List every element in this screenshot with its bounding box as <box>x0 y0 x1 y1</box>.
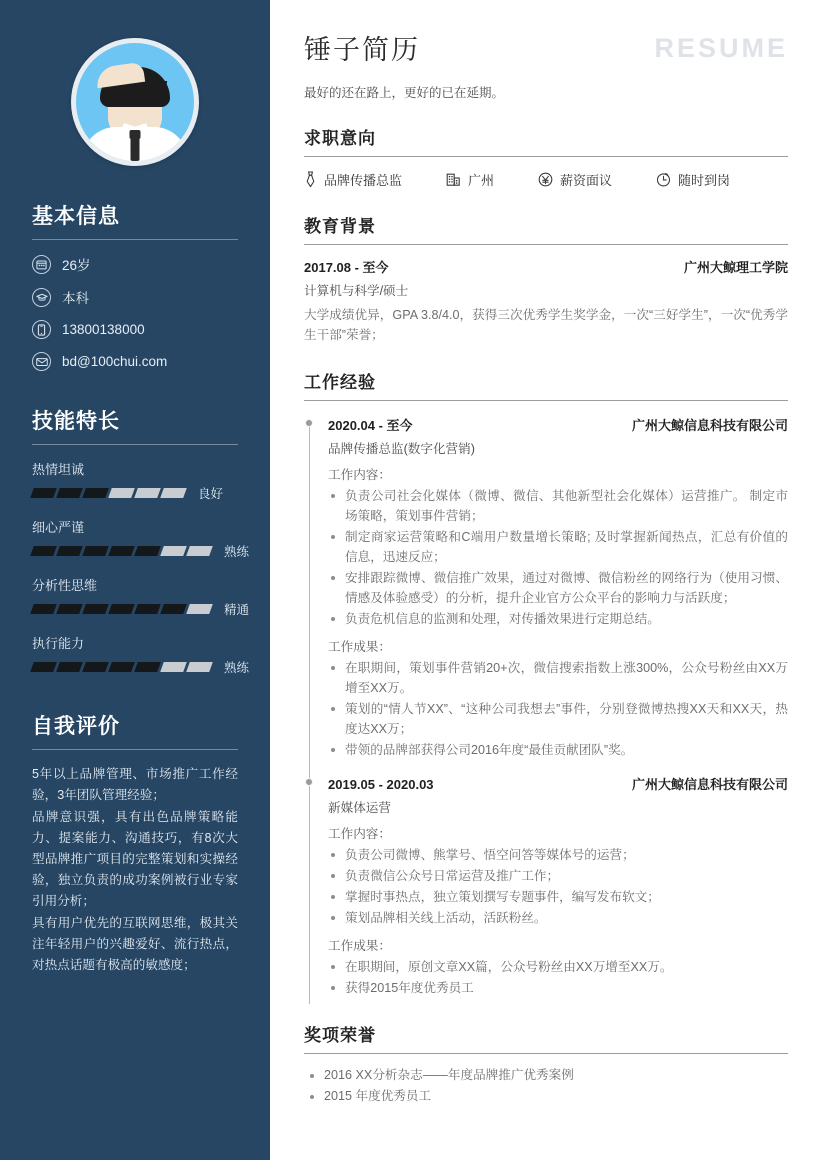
skill-meter-segment <box>82 662 109 672</box>
job-result-item: 带领的品牌部获得公司2016年度“最佳贡献团队”奖。 <box>328 740 788 760</box>
job-duty-item: 策划品牌相关线上活动，活跃粉丝。 <box>328 908 788 928</box>
job-duties-label: 工作内容： <box>328 468 391 482</box>
job-results-label: 工作成果： <box>328 640 391 654</box>
self-evaluation-paragraph: 5年以上品牌管理、市场推广工作经验，3年团队管理经验； <box>32 767 238 802</box>
job-duty-item: 安排跟踪微博、微信推广效果，通过对微博、微信粉丝的网络行为（使用习惯、情感及体验感受）的分析，提升企业官方公众平台的影响力与活跃度； <box>328 568 788 608</box>
job-duty-item: 掌握时事热点，独立策划撰写专题事件，编写发布软文； <box>328 887 788 907</box>
info-value-education: 本科 <box>62 291 89 306</box>
skill-name: 分析性思维 <box>32 578 98 593</box>
skill-level: 熟练 <box>224 661 250 675</box>
sidebar <box>0 0 270 1160</box>
self-evaluation-title: 自我评价 <box>32 715 120 738</box>
skill-meter-segment <box>30 488 57 498</box>
avatar-image <box>76 43 194 161</box>
skill-meter-segment <box>186 662 213 672</box>
work-experience-title: 工作经验 <box>304 373 376 392</box>
job-intention-city <box>446 170 494 189</box>
info-value-age: 26岁 <box>62 258 91 273</box>
job-period: 2020.04 - 至今 <box>328 418 413 433</box>
yen-circle-icon <box>538 172 553 187</box>
building-icon <box>446 172 461 187</box>
job-entry <box>328 774 788 998</box>
skill-meter-segment <box>134 546 161 556</box>
main-content <box>270 0 820 1160</box>
job-intention-salary <box>538 170 612 189</box>
education-entry <box>304 257 788 345</box>
job-duty-item-list <box>328 845 788 928</box>
envelope-icon <box>32 352 51 371</box>
job-intention-divider <box>304 156 788 157</box>
skill-meter-segment <box>108 546 135 556</box>
section-awards <box>304 1021 788 1107</box>
job-position: 品牌传播总监(数字化营销) <box>328 442 475 456</box>
skill-meter-row <box>32 542 250 560</box>
section-education <box>304 212 788 345</box>
self-evaluation-divider <box>32 749 238 750</box>
job-company: 广州大鲸信息科技有限公司 <box>631 777 788 792</box>
skill-meter <box>32 662 211 672</box>
skill-meter-segment <box>56 546 83 556</box>
phone-icon <box>32 320 51 339</box>
skill-meter-segment <box>108 604 135 614</box>
job-result-item: 在职期间，策划事件营销20+次，微信搜索指数上涨300%，公众号粉丝由XX万增至XX万。 <box>328 658 788 698</box>
job-entry <box>328 415 788 760</box>
job-result-item: 策划的“情人节XX”、“这种公司我想去”事件，分别登微博热搜XX天和XX天，热度达XX万； <box>328 699 788 739</box>
job-duty-item: 负责公司社会化媒体（微博、微信、其他新型社会化媒体）运营推广。 制定市场策略，策划事件营销； <box>328 486 788 526</box>
job-intention-title: 求职意向 <box>304 129 376 148</box>
job-results-label: 工作成果： <box>328 939 391 953</box>
job-result-item: 在职期间，原创文章XX篇，公众号粉丝由XX万增至XX万。 <box>328 957 788 977</box>
skill-meter <box>32 546 211 556</box>
job-duty-item: 负责微信公众号日常运营及推广工作； <box>328 866 788 886</box>
skill-name: 执行能力 <box>32 636 85 651</box>
info-value-phone: 13800138000 <box>62 322 145 337</box>
job-intention-position-value: 品牌传播总监 <box>324 173 403 188</box>
job-duties-label: 工作内容： <box>328 827 391 841</box>
skill-item <box>32 633 250 676</box>
info-value-email: bd@100chui.com <box>62 354 168 369</box>
job-result-item-list <box>328 957 788 998</box>
skill-meter-segment <box>160 488 187 498</box>
skill-meter-segment <box>134 604 161 614</box>
skill-meter-segment <box>30 662 57 672</box>
timeline-dot-icon <box>305 419 313 427</box>
necktie-icon <box>304 171 317 188</box>
job-list <box>328 415 788 998</box>
job-period: 2019.05 - 2020.03 <box>328 777 434 792</box>
skill-meter-segment <box>160 604 187 614</box>
timeline-line <box>309 422 310 1004</box>
skill-meter-row <box>32 484 238 502</box>
section-job-intention <box>304 124 788 189</box>
skill-meter-segment <box>160 546 187 556</box>
skill-meter <box>32 604 211 614</box>
skill-meter-row <box>32 658 250 676</box>
education-period: 2017.08 - 至今 <box>304 260 389 275</box>
awards-list <box>304 1065 788 1107</box>
graduation-cap-icon <box>32 288 51 307</box>
job-intention-position <box>304 170 402 189</box>
info-row-age <box>32 254 238 274</box>
work-timeline <box>304 415 788 998</box>
skill-meter-segment <box>30 546 57 556</box>
skill-meter-segment <box>56 662 83 672</box>
skills-divider <box>32 444 238 445</box>
job-duty-item: 负责公司微博、熊掌号、悟空问答等媒体号的运营； <box>328 845 788 865</box>
education-school: 广州大鲸理工学院 <box>683 260 788 275</box>
clock-icon <box>656 172 671 187</box>
skills-title: 技能特长 <box>32 410 120 433</box>
skill-item <box>32 575 250 618</box>
education-divider <box>304 244 788 245</box>
skills-list <box>32 459 250 676</box>
skill-name: 热情坦诚 <box>32 462 85 477</box>
avatar <box>71 38 199 166</box>
skill-item <box>32 459 238 502</box>
skill-level: 良好 <box>198 487 224 501</box>
skill-meter-segment <box>108 488 135 498</box>
job-intention-availability-value: 随时到岗 <box>678 173 731 188</box>
page-title: 锤子简历 <box>304 35 420 65</box>
award-item: 2016 XX分析杂志——年度品牌推广优秀案例 <box>304 1065 788 1086</box>
education-entry-header <box>304 257 788 276</box>
skill-meter-row <box>32 600 250 618</box>
info-row-education <box>32 287 238 307</box>
skill-meter-segment <box>134 662 161 672</box>
resume-watermark: RESUME <box>654 33 788 63</box>
job-intention-city-value: 广州 <box>468 173 495 188</box>
job-company: 广州大鲸信息科技有限公司 <box>631 418 788 433</box>
basic-info-title: 基本信息 <box>32 205 120 228</box>
header-tagline: 最好的还在路上，更好的已在延期。 <box>304 86 505 100</box>
skill-meter-segment <box>186 546 213 556</box>
job-result-item-list <box>328 658 788 760</box>
timeline-dot-icon <box>305 778 313 786</box>
job-duty-item: 负责危机信息的监测和处理，对传播效果进行定期总结。 <box>328 609 788 629</box>
skill-meter-segment <box>186 604 213 614</box>
award-item: 2015 年度优秀员工 <box>304 1086 788 1107</box>
skill-item <box>32 517 250 560</box>
section-work-experience <box>304 368 788 998</box>
self-evaluation-paragraph: 具有用户优先的互联网思维，极其关注年轻用户的兴趣爱好、流行热点，对热点话题有极高的敏感度； <box>32 916 238 972</box>
skill-meter-segment <box>30 604 57 614</box>
skill-meter-segment <box>56 604 83 614</box>
skill-meter-segment <box>82 604 109 614</box>
skill-meter-segment <box>82 546 109 556</box>
work-experience-divider <box>304 400 788 401</box>
job-position: 新媒体运营 <box>328 801 391 815</box>
info-row-phone <box>32 320 238 339</box>
header <box>304 28 788 67</box>
skill-level: 熟练 <box>224 545 250 559</box>
avatar-tie <box>131 137 140 161</box>
skill-meter-segment <box>56 488 83 498</box>
job-duty-item-list <box>328 486 788 629</box>
calendar-icon <box>32 255 51 274</box>
awards-title: 奖项荣誉 <box>304 1026 376 1045</box>
basic-info-divider <box>32 239 238 240</box>
education-title: 教育背景 <box>304 217 376 236</box>
awards-divider <box>304 1053 788 1054</box>
job-entry-header <box>328 415 788 434</box>
job-result-item: 获得2015年度优秀员工 <box>328 978 788 998</box>
skill-meter <box>32 488 185 498</box>
job-entry-header <box>328 774 788 793</box>
job-intention-items <box>304 170 788 189</box>
skill-name: 细心严谨 <box>32 520 85 535</box>
self-evaluation-text <box>32 764 238 976</box>
job-intention-availability <box>656 170 730 189</box>
info-row-email <box>32 352 238 371</box>
education-major: 计算机与科学/硕士 <box>304 284 409 298</box>
skill-level: 精通 <box>224 603 250 617</box>
self-evaluation-paragraph: 品牌意识强，具有出色品牌策略能力、提案能力、沟通技巧，有8次大型品牌推广项目的完整策划和实操经验，独立负责的成功案例被行业专家引用分析； <box>32 810 238 908</box>
education-description: 大学成绩优异，GPA 3.8/4.0，获得三次优秀学生奖学金，一次“三好学生”，一次“优秀学生干部”荣誉； <box>304 308 788 342</box>
skill-meter-segment <box>108 662 135 672</box>
skill-meter-segment <box>82 488 109 498</box>
job-duty-item: 制定商家运营策略和C端用户数量增长策略; 及时掌握新闻热点，汇总有价值的信息，迅速反应； <box>328 527 788 567</box>
skill-meter-segment <box>134 488 161 498</box>
job-intention-salary-value: 薪资面议 <box>560 173 613 188</box>
skill-meter-segment <box>160 662 187 672</box>
